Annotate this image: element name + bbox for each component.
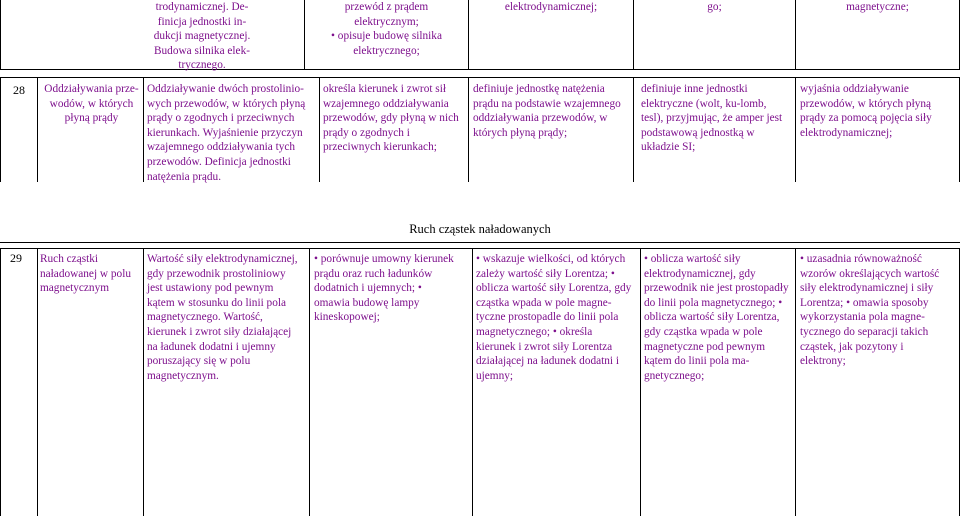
requirement-full xyxy=(644,252,795,383)
text-line: kątem do linii pola ma- xyxy=(644,355,750,368)
col-border xyxy=(37,77,38,182)
text-line: prądu oraz ruch ładunków xyxy=(314,267,433,280)
text-line: przewodów, gdy płyną w nich xyxy=(323,112,459,125)
requirement-extended xyxy=(473,82,633,140)
text-line xyxy=(476,267,640,282)
text-line: dukcji magnetycznej. xyxy=(153,30,251,43)
requirement-basic xyxy=(323,82,468,155)
lesson-number: 28 xyxy=(13,83,25,97)
text-line: kierunek i zwrot siły Lorentza xyxy=(476,340,613,353)
col-border xyxy=(795,248,796,516)
text-line: kineskopowej; xyxy=(314,311,380,324)
top-requirement-cell xyxy=(469,0,633,15)
text-line: oddziaływania przewodów, w xyxy=(473,112,608,125)
text-line: gdy cząstka wpada w pole xyxy=(644,325,763,338)
text-line: Oddziaływania prze- xyxy=(44,83,139,95)
text-line: cząstka wpada w pole magne- xyxy=(476,296,612,309)
text-line: magnetycznego. Wartość, xyxy=(147,311,263,324)
section-title: Ruch cząstek naładowanych xyxy=(409,222,551,236)
text-fragment: Lorentza; xyxy=(800,296,844,309)
text-line: prądy o zgodnych i xyxy=(323,126,410,139)
top-requirement-cell xyxy=(634,0,795,15)
col-border xyxy=(0,0,1,69)
text-line: natężenia prądu. xyxy=(147,170,222,183)
requirement-full xyxy=(641,82,795,155)
col-border xyxy=(309,248,310,516)
text-line: oblicza wartość siły Lorentza, xyxy=(644,311,780,324)
text-line: magnetycznym. xyxy=(147,369,219,382)
text-line: prądu na podstawie wzajemnego xyxy=(473,97,621,110)
bullet: • xyxy=(610,267,615,280)
text-line: elektrodynamicznej; xyxy=(504,1,598,13)
col-border xyxy=(468,77,469,182)
text-line: Budowa silnika elek- xyxy=(153,44,250,57)
text-line: trodynamicznej. De- xyxy=(155,1,249,13)
row-border xyxy=(0,248,960,249)
text-line: • uzasadnia równoważność xyxy=(800,252,959,267)
text-line xyxy=(476,325,640,340)
text-line: jest ustawiony pod pewnym xyxy=(147,282,274,295)
lesson-content xyxy=(147,252,309,383)
text-line: tycznego do separacji takich xyxy=(800,325,929,338)
text-line: poruszający się w polu xyxy=(147,355,251,368)
text-line: przewodów. Definicja jednostki xyxy=(147,155,291,168)
text-line: • opisuje budowę silnika xyxy=(305,29,468,44)
bullet: • xyxy=(778,296,783,309)
text-line: definiuje jednostkę natężenia xyxy=(473,83,605,95)
top-requirement-cell xyxy=(305,0,468,58)
text-line: kierunkach. Wyjaśnienie przyczyn xyxy=(147,126,303,139)
text-line: przewodnik nie jest prostopadły xyxy=(644,282,789,295)
requirement-basic xyxy=(314,252,472,325)
text-fragment: dodatnich i ujemnych; xyxy=(314,282,416,295)
text-line: magnetyczne pod pewnym xyxy=(644,340,766,353)
text-line: których płyną prądy; xyxy=(473,126,568,139)
text-line: ujemny; xyxy=(476,369,514,382)
text-fragment: magnetycznego; xyxy=(476,325,551,338)
text-line: podstawową jednostką w xyxy=(641,126,755,139)
row-border xyxy=(0,242,960,243)
text-line: płyną prądy xyxy=(64,112,119,125)
text-line: wodów, w których xyxy=(49,97,134,110)
text-fragment: omawia sposoby xyxy=(852,296,929,309)
text-line: gnetycznego; xyxy=(644,369,705,382)
lesson-content xyxy=(147,82,319,184)
text-line: elektrycznym; xyxy=(354,15,419,28)
lesson-number: 29 xyxy=(10,251,22,265)
text-line: go; xyxy=(707,1,722,13)
text-line: magnetyczne; xyxy=(846,1,909,13)
text-line: prądy za pomocą pojęcia siły xyxy=(800,112,932,125)
text-line: prądy o zgodnych i przeciwnych xyxy=(147,112,295,125)
text-line: magnetycznym xyxy=(40,282,110,295)
text-line: działającej na ładunek dodatni i xyxy=(476,355,620,368)
text-line: naładowanej w polu xyxy=(40,267,131,280)
top-topic-cell xyxy=(100,0,304,73)
col-border xyxy=(0,248,1,516)
text-line: tyczne prostopadle do linii pola xyxy=(476,311,619,324)
text-line: wzorów określających wartość xyxy=(800,267,940,280)
col-border xyxy=(37,248,38,516)
col-border xyxy=(640,248,641,516)
text-line xyxy=(644,296,795,311)
text-line: omawia budowę lampy xyxy=(314,296,420,309)
text-line: elektrodynamicznej; xyxy=(800,126,893,139)
text-line: wzajemnego oddziaływania tych xyxy=(147,141,296,154)
text-line: przewód z prądem xyxy=(344,1,429,13)
bullet: • xyxy=(846,296,851,309)
text-line: elektrodynamicznej, gdy xyxy=(644,267,756,280)
text-line: układzie SI; xyxy=(641,141,696,154)
col-border xyxy=(633,77,634,182)
requirement-excellent xyxy=(800,82,959,140)
text-fragment: do linii pola magnetycznego; xyxy=(644,296,776,309)
text-line: • wskazuje wielkości, od których xyxy=(476,252,640,267)
bullet: • xyxy=(417,282,422,295)
text-line: • porównuje umowny kierunek xyxy=(314,252,472,267)
text-line: wych przewodów, w których płyną xyxy=(147,97,306,110)
col-border xyxy=(795,77,796,182)
text-line: tesl), przyjmując, że amper jest xyxy=(641,112,783,125)
text-line: Oddziaływanie dwóch prostolinio- xyxy=(147,83,304,95)
col-border xyxy=(143,77,144,182)
text-line: finicja jednostki in- xyxy=(157,15,247,28)
text-line: elektrony; xyxy=(800,355,846,368)
requirement-excellent xyxy=(800,252,959,369)
text-line: wykorzystania pola magne- xyxy=(800,311,925,324)
text-line: definiuje inne jednostki xyxy=(641,83,748,95)
text-line: cząstek, jak pozytony i xyxy=(800,340,904,353)
text-line: przewodów, w których płyną xyxy=(800,97,932,110)
text-line: elektryczne (wolt, ku-lomb, xyxy=(641,97,767,110)
text-line: wyjaśnia oddziaływanie xyxy=(800,83,909,95)
text-line: na ładunek dodatni i ujemny xyxy=(147,340,276,353)
text-line: trycznego. xyxy=(178,59,226,72)
lesson-topic xyxy=(40,82,143,126)
col-border xyxy=(143,248,144,516)
text-line: elektrycznego; xyxy=(353,44,420,57)
text-line: oblicza wartość siły Lorentza, gdy xyxy=(476,282,632,295)
text-line: kątem w stosunku do linii pola xyxy=(147,296,287,309)
text-line: wzajemnego oddziaływania xyxy=(323,97,449,110)
text-line: • oblicza wartość siły xyxy=(644,252,795,267)
text-line: Wartość siły elektrodynamicznej, xyxy=(147,253,298,265)
text-line xyxy=(800,296,959,311)
text-line: gdy przewodnik prostoliniowy xyxy=(147,267,286,280)
text-fragment: zależy wartość siły Lorentza; xyxy=(476,267,609,280)
top-requirement-cell xyxy=(796,0,959,15)
text-line xyxy=(314,281,472,296)
col-border xyxy=(472,248,473,516)
text-line: siły elektrodynamicznej i siły xyxy=(800,282,934,295)
col-border xyxy=(319,77,320,182)
row-border xyxy=(0,77,960,78)
text-line: określa kierunek i zwrot sił xyxy=(323,83,446,95)
text-line: kierunek i zwrot siły działającej xyxy=(147,325,292,338)
text-line: przeciwnych kierunkach; xyxy=(323,141,437,154)
text-fragment: określa xyxy=(559,325,593,338)
text-line: Ruch cząstki xyxy=(40,253,99,265)
lesson-topic xyxy=(40,252,143,296)
requirement-extended xyxy=(476,252,640,383)
bullet: • xyxy=(552,325,557,338)
